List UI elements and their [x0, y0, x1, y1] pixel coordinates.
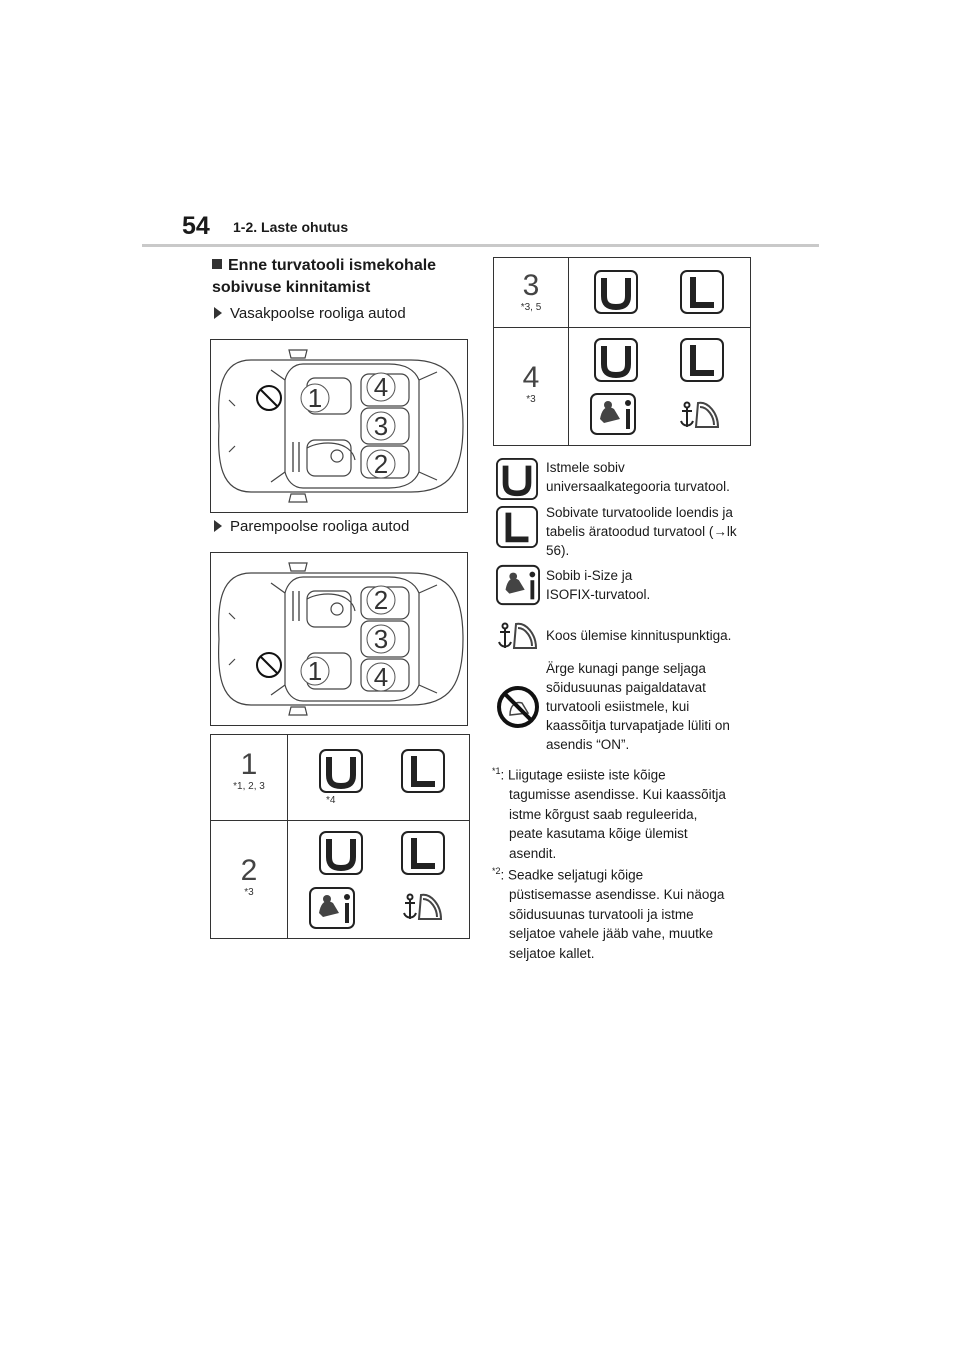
universal-note: *4	[326, 795, 336, 806]
legend-line: turvatooli esiistmele, kui	[546, 699, 690, 714]
subheading-right-text: Parempoolse rooliga autod	[230, 518, 410, 535]
isize-seat-icon	[590, 393, 636, 440]
footnote-line: püstisemasse asendisse. Kui näoga	[509, 887, 725, 902]
triangle-bullet-icon	[214, 520, 222, 532]
legend-line: Ärge kunagi pange seljaga	[546, 661, 706, 676]
footnote-line: seljatoe vahele jääb vahe, muutke	[509, 926, 714, 941]
footnote-1	[492, 762, 754, 863]
legend-line: ISOFIX-turvatool.	[546, 587, 651, 602]
subheading-left-text: Vasakpoolse rooliga autod	[230, 305, 406, 322]
section-title: 1-2. Laste ohutus	[233, 219, 349, 235]
universal-icon	[594, 270, 638, 319]
universal-icon	[319, 831, 363, 880]
seat-cell-3	[494, 270, 568, 313]
legend-list-icon	[496, 506, 538, 553]
legend-isize-text	[546, 566, 650, 604]
seat-number: 1	[240, 748, 258, 781]
seat-compat-table-right	[493, 257, 751, 446]
legend-no-rearfacing-text	[546, 659, 730, 754]
legend-line: Sobib i-Size ja	[546, 568, 633, 583]
seat-number-3: 3	[373, 624, 389, 654]
legend-anchor-text: Koos ülemise kinnituspunktiga.	[546, 628, 732, 643]
legend-line: Istmele sobiv	[546, 460, 625, 475]
seat-number-2: 2	[373, 449, 389, 479]
footnote-2	[492, 862, 754, 963]
footnote-line: asendit.	[509, 845, 557, 861]
car-top-view-illustration	[211, 553, 467, 725]
table-column-divider	[287, 735, 288, 938]
heading-line-1: Enne turvatooli ismekohale	[228, 257, 437, 274]
seat-note: *3	[526, 394, 536, 405]
table-row-divider	[211, 820, 469, 821]
legend-line: asendis “ON”.	[546, 737, 630, 752]
seat-cell-2	[211, 855, 287, 898]
footnote-mark: *2	[492, 866, 501, 876]
footnote-line: : Liigutage esiiste iste kõige	[500, 767, 666, 783]
footnote-line: tagumisse asendisse. Kui kaassõitja	[509, 787, 726, 802]
legend-universal-icon	[496, 458, 538, 505]
seat-note: *1, 2, 3	[233, 781, 265, 792]
list-icon	[401, 831, 445, 880]
legend-line: Sobivate turvatoolide loendis ja	[546, 505, 733, 520]
legend-isize-icon	[496, 564, 540, 611]
car-diagram-left-hand-drive	[210, 339, 468, 513]
subheading-right-hand-drive	[214, 518, 409, 535]
seat-number-2: 2	[373, 585, 389, 615]
seat-number-1: 1	[307, 383, 323, 413]
universal-icon	[319, 749, 363, 798]
legend-line: tabelis äratoodud turvatool (→lk	[546, 524, 737, 539]
seat-number: 3	[522, 269, 540, 302]
legend-universal-text	[546, 458, 730, 496]
footnote-line: seljatoe kallet.	[509, 945, 595, 961]
seat-number-4: 4	[373, 662, 389, 692]
anchor-seat-icon	[678, 395, 724, 440]
page-number: 54	[182, 212, 210, 240]
legend-line: 56).	[546, 543, 570, 558]
table-column-divider	[568, 258, 569, 445]
legend-no-rearfacing-icon	[496, 685, 540, 734]
legend-line: kaassõitja turvapatjade lüliti on	[546, 718, 730, 733]
legend-line: sõidusuunas paigaldatavat	[546, 680, 706, 695]
seat-note: *3, 5	[520, 302, 542, 313]
seat-number-1: 1	[307, 656, 323, 686]
seat-number: 4	[522, 361, 540, 394]
legend-anchor-icon	[496, 616, 542, 661]
seat-cell-1	[211, 749, 287, 792]
table-row-divider	[494, 327, 750, 328]
car-top-view-illustration	[211, 340, 467, 512]
seat-cell-4	[494, 362, 568, 405]
anchor-seat-icon	[401, 887, 447, 932]
list-icon	[680, 270, 724, 319]
header-divider	[142, 244, 819, 247]
footnote-line: peate kasutama kõige ülemist	[509, 826, 688, 841]
list-icon	[680, 338, 724, 387]
subheading-left-hand-drive	[214, 305, 406, 322]
footnote-line: : Seadke seljatugi kõige	[500, 867, 644, 883]
footnote-line: istme kõrgust saab reguleerida,	[509, 806, 698, 822]
footnote-mark: *1	[492, 766, 501, 776]
legend-line: universaalkategooria turvatool.	[546, 479, 730, 494]
seat-compat-table-left	[210, 734, 470, 939]
list-icon	[401, 749, 445, 798]
isize-seat-icon	[309, 887, 355, 934]
seat-number-3: 3	[373, 411, 389, 441]
seat-number: 2	[240, 854, 258, 887]
seat-note: *3	[244, 887, 254, 898]
triangle-bullet-icon	[214, 307, 222, 319]
seat-number-4: 4	[373, 372, 389, 402]
section-heading	[212, 255, 462, 299]
footnote-line: sõidusuunas turvatooli ja istme	[509, 906, 694, 922]
square-bullet-icon	[212, 259, 222, 269]
heading-line-2: sobivuse kinnitamist	[212, 279, 371, 296]
car-diagram-right-hand-drive	[210, 552, 468, 726]
legend-list-text	[546, 503, 737, 560]
universal-icon	[594, 338, 638, 387]
